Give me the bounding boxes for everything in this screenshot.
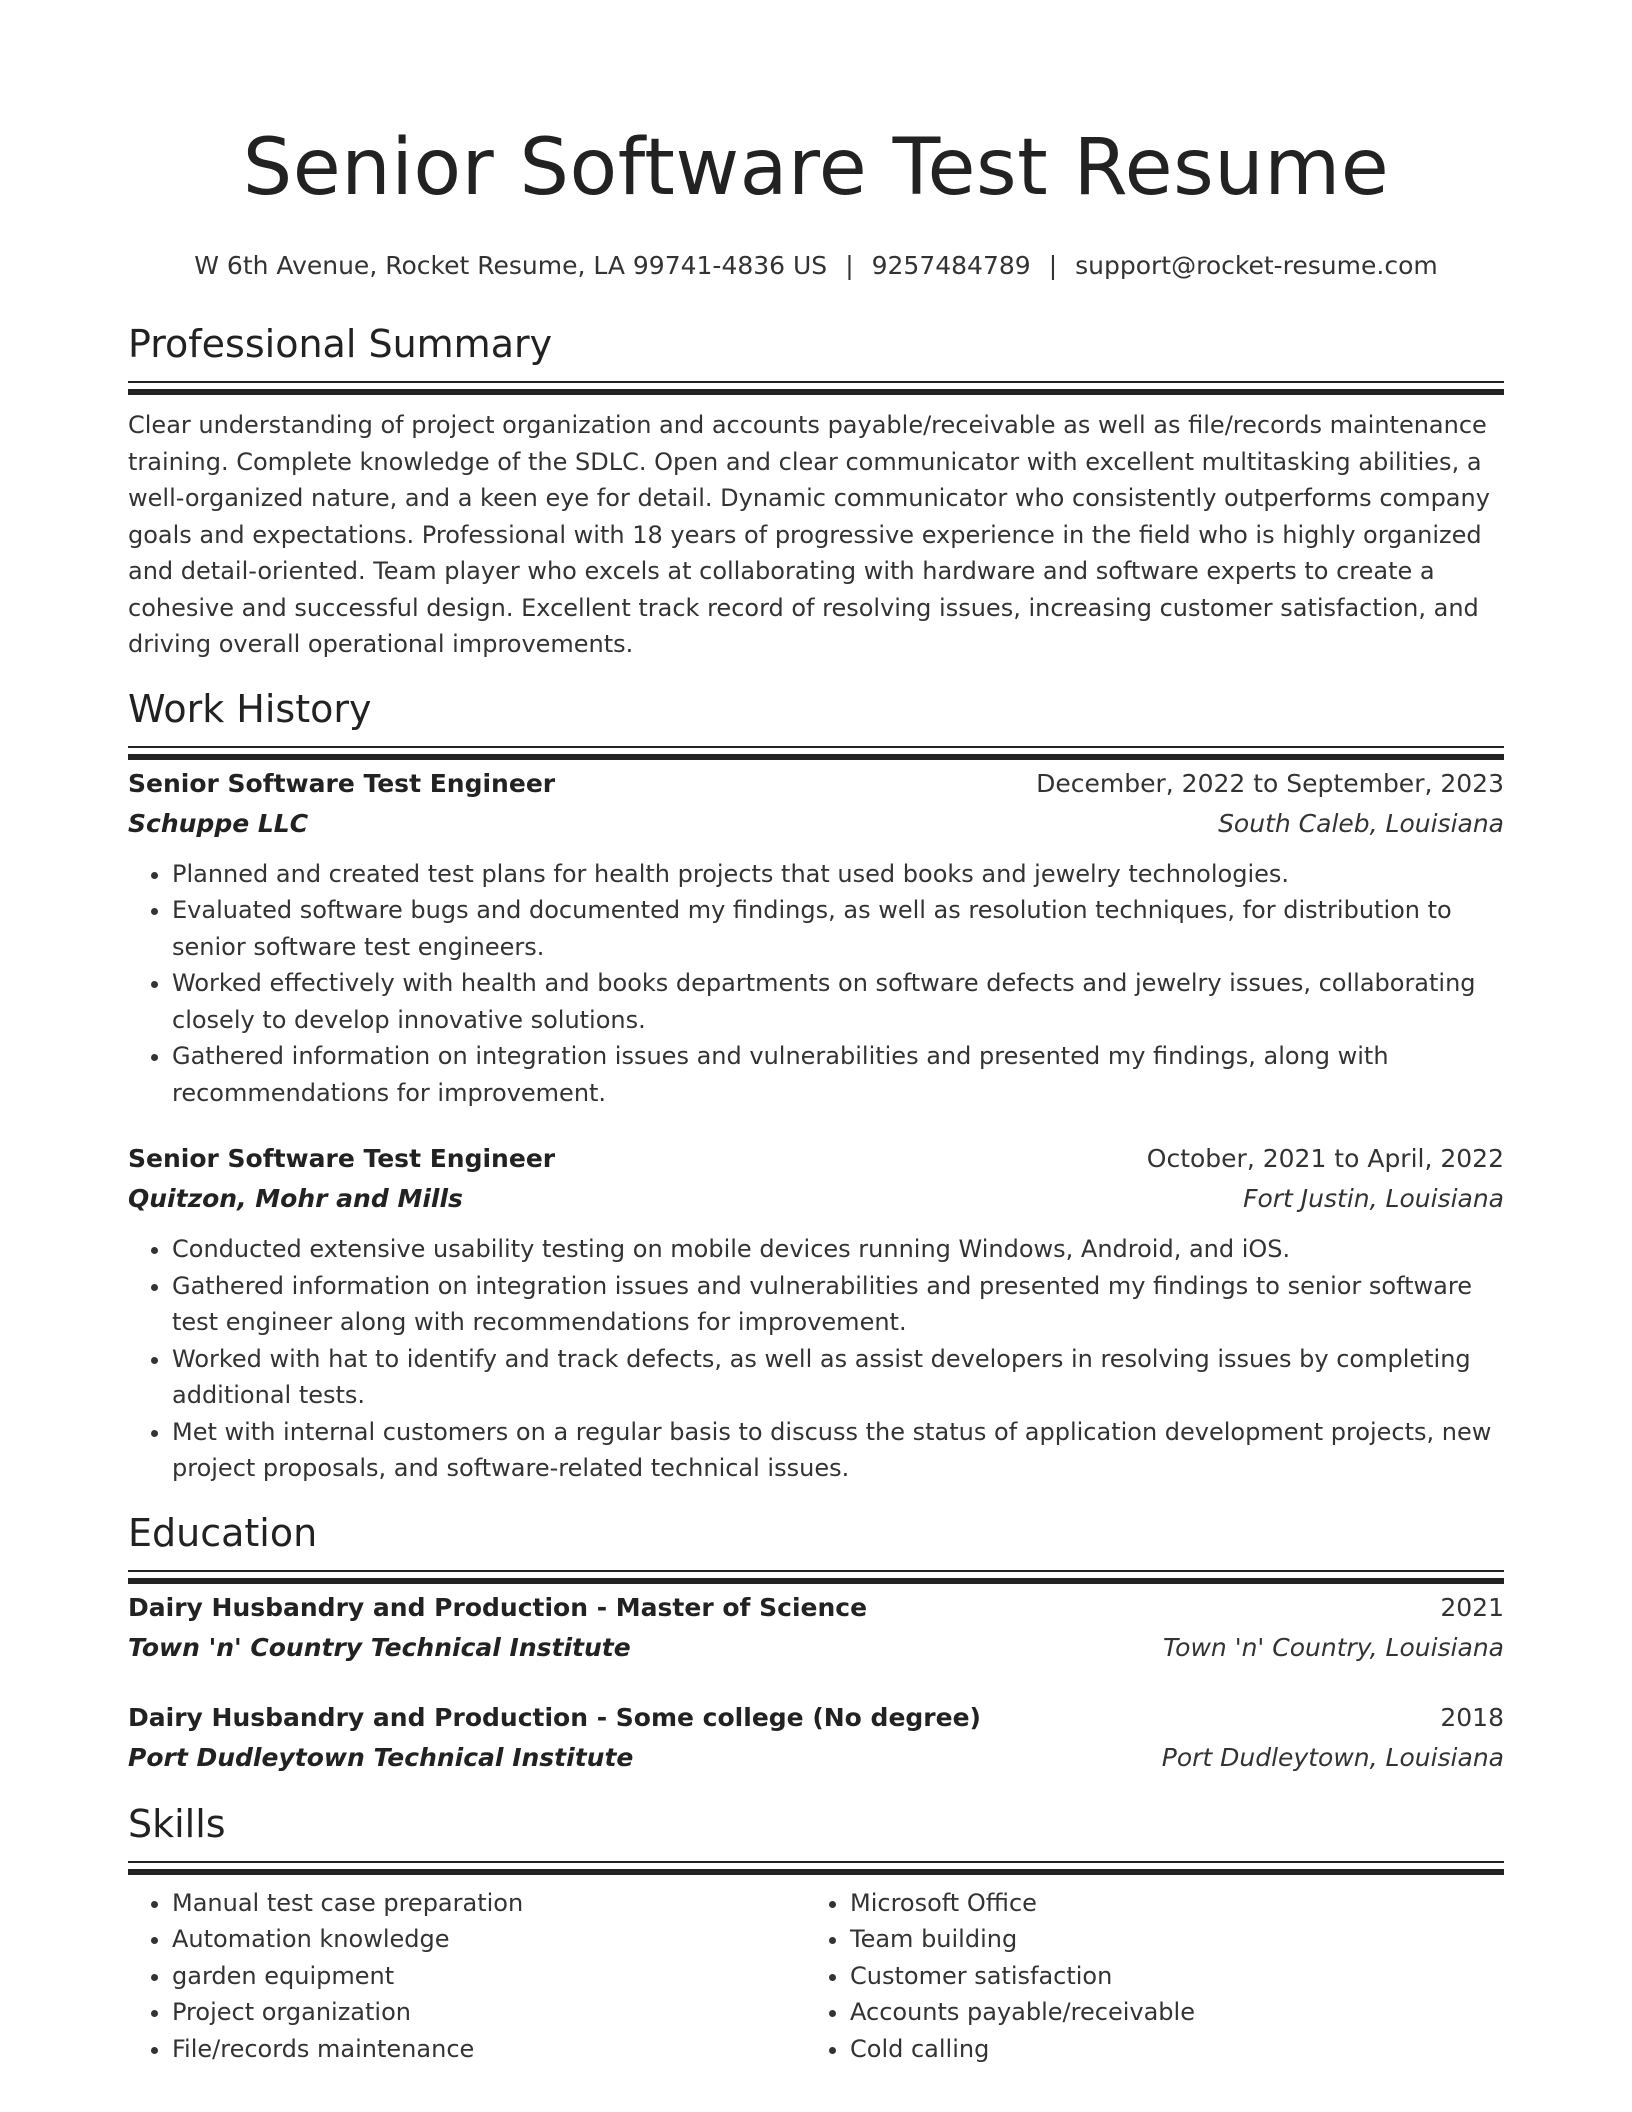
- education-year: 2021: [1440, 1592, 1504, 1622]
- summary-section: [128, 320, 1504, 663]
- job-bullets: [128, 856, 1504, 1112]
- education-entry: [128, 1698, 1504, 1778]
- education-school: Port Dudleytown Technical Institute: [128, 1742, 634, 1772]
- job-entry: [128, 764, 1504, 1112]
- education-degree: Dairy Husbandry and Production - Some college (No degree): [128, 1702, 981, 1732]
- job-location: Fort Justin, Louisiana: [1243, 1184, 1504, 1213]
- education-header-row: [128, 1588, 1504, 1628]
- list-item: • Cold calling: [850, 2031, 1484, 2068]
- contact-separator: |: [1048, 251, 1058, 280]
- job-company: Schuppe LLC: [128, 808, 309, 838]
- summary-text: Clear understanding of project organization and accounts payable/receivable as well as file/records maintenance training. Complete knowledge of the SDLC. Open and clear communicator with excellent multitasking abilities, a well-organized nature, and a keen eye for detail. Dynamic communicator who consistently outperforms company goals and expectations. Professional with 18 years of progressive experience in the field who is highly organized and detail-oriented. Team player who excels at collaborating with hardware and software experts to create a cohesive and successful design. Excellent track record of resolving issues, increasing customer satisfaction, and driving overall operational improvements.: [128, 411, 1490, 658]
- list-item: • Project organization: [172, 1994, 806, 2031]
- resume-title: Senior Software Test Resume: [242, 123, 1390, 213]
- job-location: South Caleb, Louisiana: [1218, 808, 1504, 838]
- contact-email: support@rocket-resume.com: [1075, 251, 1438, 280]
- contact-phone: 9257484789: [871, 251, 1031, 280]
- job-role: Senior Software Test Engineer: [128, 1144, 556, 1173]
- education-school-row: [128, 1628, 1504, 1668]
- job-header-row: [128, 764, 1504, 804]
- list-item: • Worked effectively with health and books departments on software defects and jewelry issues, collaborating closely to develop innovative solutions.: [172, 965, 1504, 1038]
- list-item: • Accounts payable/receivable: [850, 1994, 1484, 2031]
- skills-list-left: [128, 1885, 806, 2068]
- education-entry: [128, 1588, 1504, 1668]
- contact-separator: |: [845, 251, 854, 280]
- job-bullets: [128, 1231, 1504, 1487]
- section-title-skills: Skills: [128, 1801, 226, 1846]
- list-item: • Microsoft Office: [850, 1885, 1484, 1922]
- section-divider: [128, 1570, 1504, 1572]
- job-header-row: [128, 1139, 1504, 1179]
- list-item: • Conducted extensive usability testing on mobile devices running Windows, Android, and iOS.: [172, 1231, 1504, 1268]
- section-title-education: Education: [128, 1510, 318, 1555]
- list-item: • Gathered information on integration issues and vulnerabilities and presented my findings to senior software test engineer along with recommendations for improvement.: [172, 1268, 1504, 1341]
- section-divider: [128, 746, 1504, 748]
- list-item: • Worked with hat to identify and track defects, as well as assist developers in resolving issues by completing additional tests.: [172, 1341, 1504, 1414]
- job-dates: October, 2021 to April, 2022: [1146, 1144, 1504, 1173]
- skills-columns: [128, 1885, 1504, 2068]
- list-item: • Team building: [850, 1921, 1484, 1958]
- work-section: [128, 685, 1504, 1487]
- list-item: • Automation knowledge: [172, 1921, 806, 1958]
- education-location: Town 'n' Country, Louisiana: [1163, 1632, 1504, 1662]
- list-item: • Evaluated software bugs and documented my findings, as well as resolution techniques, for distribution to senior software test engineers.: [172, 892, 1504, 965]
- education-location: Port Dudleytown, Louisiana: [1161, 1742, 1504, 1772]
- job-company-row: [128, 1179, 1504, 1219]
- list-item: • File/records maintenance: [172, 2031, 806, 2068]
- list-item: • Gathered information on integration issues and vulnerabilities and presented my findings, along with recommendations for improvement.: [172, 1038, 1504, 1111]
- skills-column-left: [128, 1885, 806, 2068]
- job-company-row: [128, 804, 1504, 844]
- contact-address: W 6th Avenue, Rocket Resume, LA 99741-4836 US: [194, 251, 828, 280]
- education-school: Town 'n' Country Technical Institute: [128, 1632, 631, 1662]
- skills-section: [128, 1800, 1504, 2068]
- list-item: • Met with internal customers on a regular basis to discuss the status of application development projects, new project proposals, and software-related technical issues.: [172, 1414, 1504, 1487]
- list-item: • garden equipment: [172, 1958, 806, 1995]
- education-section: [128, 1509, 1504, 1778]
- job-role: Senior Software Test Engineer: [128, 768, 556, 798]
- job-dates: December, 2022 to September, 2023: [1036, 768, 1504, 798]
- job-entry: [128, 1139, 1504, 1487]
- list-item: • Manual test case preparation: [172, 1885, 806, 1922]
- section-divider: [128, 381, 1504, 383]
- education-header-row: [128, 1698, 1504, 1738]
- section-title-work: Work History: [128, 686, 372, 731]
- job-company: Quitzon, Mohr and Mills: [128, 1184, 463, 1213]
- education-degree: Dairy Husbandry and Production - Master of Science: [128, 1592, 868, 1622]
- section-title-summary: Professional Summary: [128, 322, 553, 366]
- skills-column-right: [806, 1885, 1484, 2068]
- education-school-row: [128, 1738, 1504, 1778]
- list-item: • Customer satisfaction: [850, 1958, 1484, 1995]
- skills-list-right: [806, 1885, 1484, 2068]
- education-year: 2018: [1440, 1702, 1504, 1732]
- list-item: • Planned and created test plans for health projects that used books and jewelry technologies.: [172, 856, 1504, 893]
- contact-line: [128, 250, 1504, 282]
- section-divider: [128, 1861, 1504, 1863]
